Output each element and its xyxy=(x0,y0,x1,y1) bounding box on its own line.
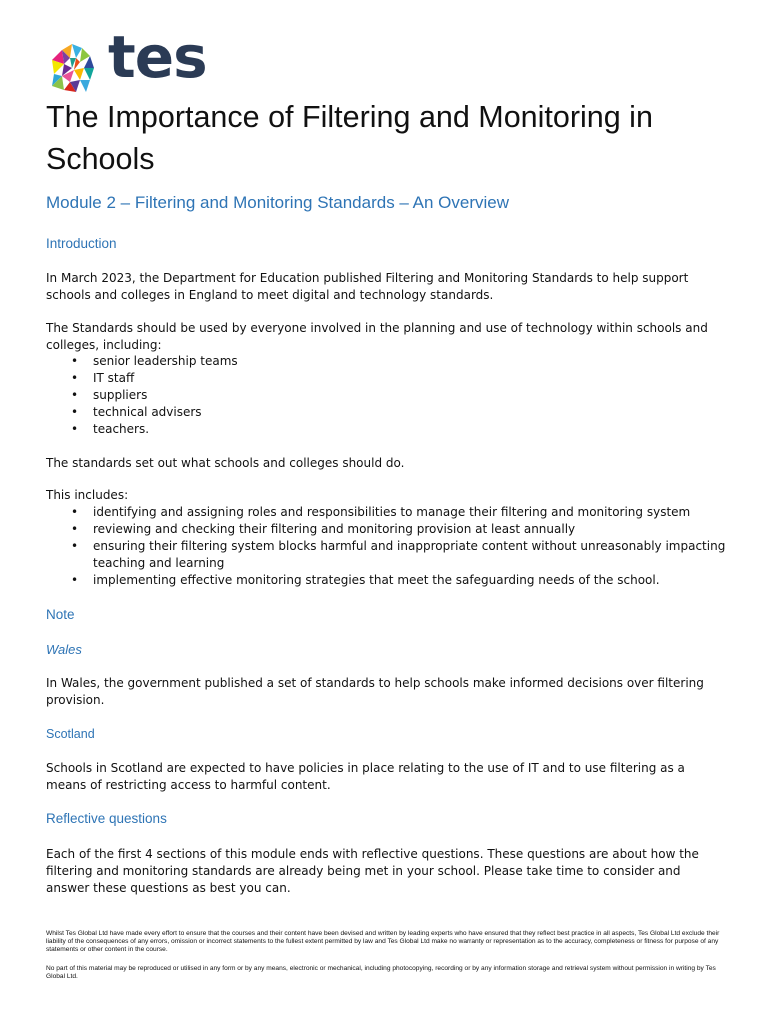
intro-paragraph-3: The standards set out what schools and colleges should do. xyxy=(46,456,405,470)
reflective-questions-heading: Reflective questions xyxy=(46,811,167,826)
audience-list xyxy=(46,353,726,438)
intro-paragraph-4: This includes: xyxy=(46,488,129,502)
list-item: • identifying and assigning roles and responsibilities to manage their filtering and monitoring system xyxy=(71,505,691,519)
note-heading: Note xyxy=(46,607,75,622)
tes-logo-wordmark: tes xyxy=(108,23,207,91)
list-item: • technical advisers xyxy=(71,405,202,419)
list-item: • reviewing and checking their filtering and monitoring provision at least annually xyxy=(71,522,576,536)
list-item: • suppliers xyxy=(71,388,148,402)
list-item: • implementing effective monitoring strategies that meet the safeguarding needs of the school. xyxy=(71,573,660,587)
module-title: Module 2 – Filtering and Monitoring Standards – An Overview xyxy=(46,193,510,212)
standards-list xyxy=(46,504,726,589)
bullet-icon: • xyxy=(71,388,79,402)
introduction-heading: Introduction xyxy=(46,236,117,251)
bullet-icon: • xyxy=(71,405,79,419)
disclaimer-paragraph-1: Whilst Tes Global Ltd have made every effort to ensure that the courses and their content have been devised and written by leading experts who have ensured that they reflect best practice in all aspects, Tes Global Ltd exclude their liability of the consequences of any errors, omission or incorrect statements to the fullest extent permitted by law and Tes Global Ltd make no warranty or representation as to the accuracy, completeness or fitness for purpose of any statements or other content in the course. xyxy=(46,930,720,953)
bullet-icon: • xyxy=(71,539,79,553)
scotland-heading: Scotland xyxy=(46,727,95,741)
list-item: • ensuring their filtering system blocks harmful and inappropriate content without unreasonably impacting teaching and learning xyxy=(71,539,726,570)
bullet-icon: • xyxy=(71,573,79,587)
bullet-icon: • xyxy=(71,354,79,368)
page-title: The Importance of Filtering and Monitoring in Schools xyxy=(46,100,653,176)
wales-paragraph: In Wales, the government published a set of standards to help schools make informed decisions over filtering provision. xyxy=(46,676,704,707)
bullet-icon: • xyxy=(71,422,79,436)
intro-paragraph-2: The Standards should be used by everyone involved in the planning and use of technology within schools and colleges, including: xyxy=(46,321,708,352)
disclaimer-paragraph-2: No part of this material may be reproduced or utilised in any form or by any means, electronic or mechanical, including photocopying, recording or by any information storage and retrieval system without permission in writing by Tes Global Ltd. xyxy=(46,965,716,980)
intro-paragraph-1: In March 2023, the Department for Education published Filtering and Monitoring Standards to help support schools and colleges in England to meet digital and technology standards. xyxy=(46,271,689,302)
bullet-icon: • xyxy=(71,522,79,536)
scotland-paragraph: Schools in Scotland are expected to have policies in place relating to the use of IT and to use filtering as a means of restricting access to harmful content. xyxy=(46,761,685,792)
bullet-icon: • xyxy=(71,505,79,519)
reflective-paragraph: Each of the first 4 sections of this module ends with reflective questions. These questions are about how the filtering and monitoring standards are already being met in your school. Please take time to consider and answer these questions as best you can. xyxy=(46,847,699,895)
list-item: • IT staff xyxy=(71,371,135,385)
list-item: • senior leadership teams xyxy=(71,354,238,368)
wales-heading: Wales xyxy=(46,642,82,657)
tes-logo xyxy=(46,23,207,96)
bullet-icon: • xyxy=(71,371,79,385)
tes-logo-mosaic-icon xyxy=(46,42,106,94)
list-item: • teachers. xyxy=(71,422,150,436)
